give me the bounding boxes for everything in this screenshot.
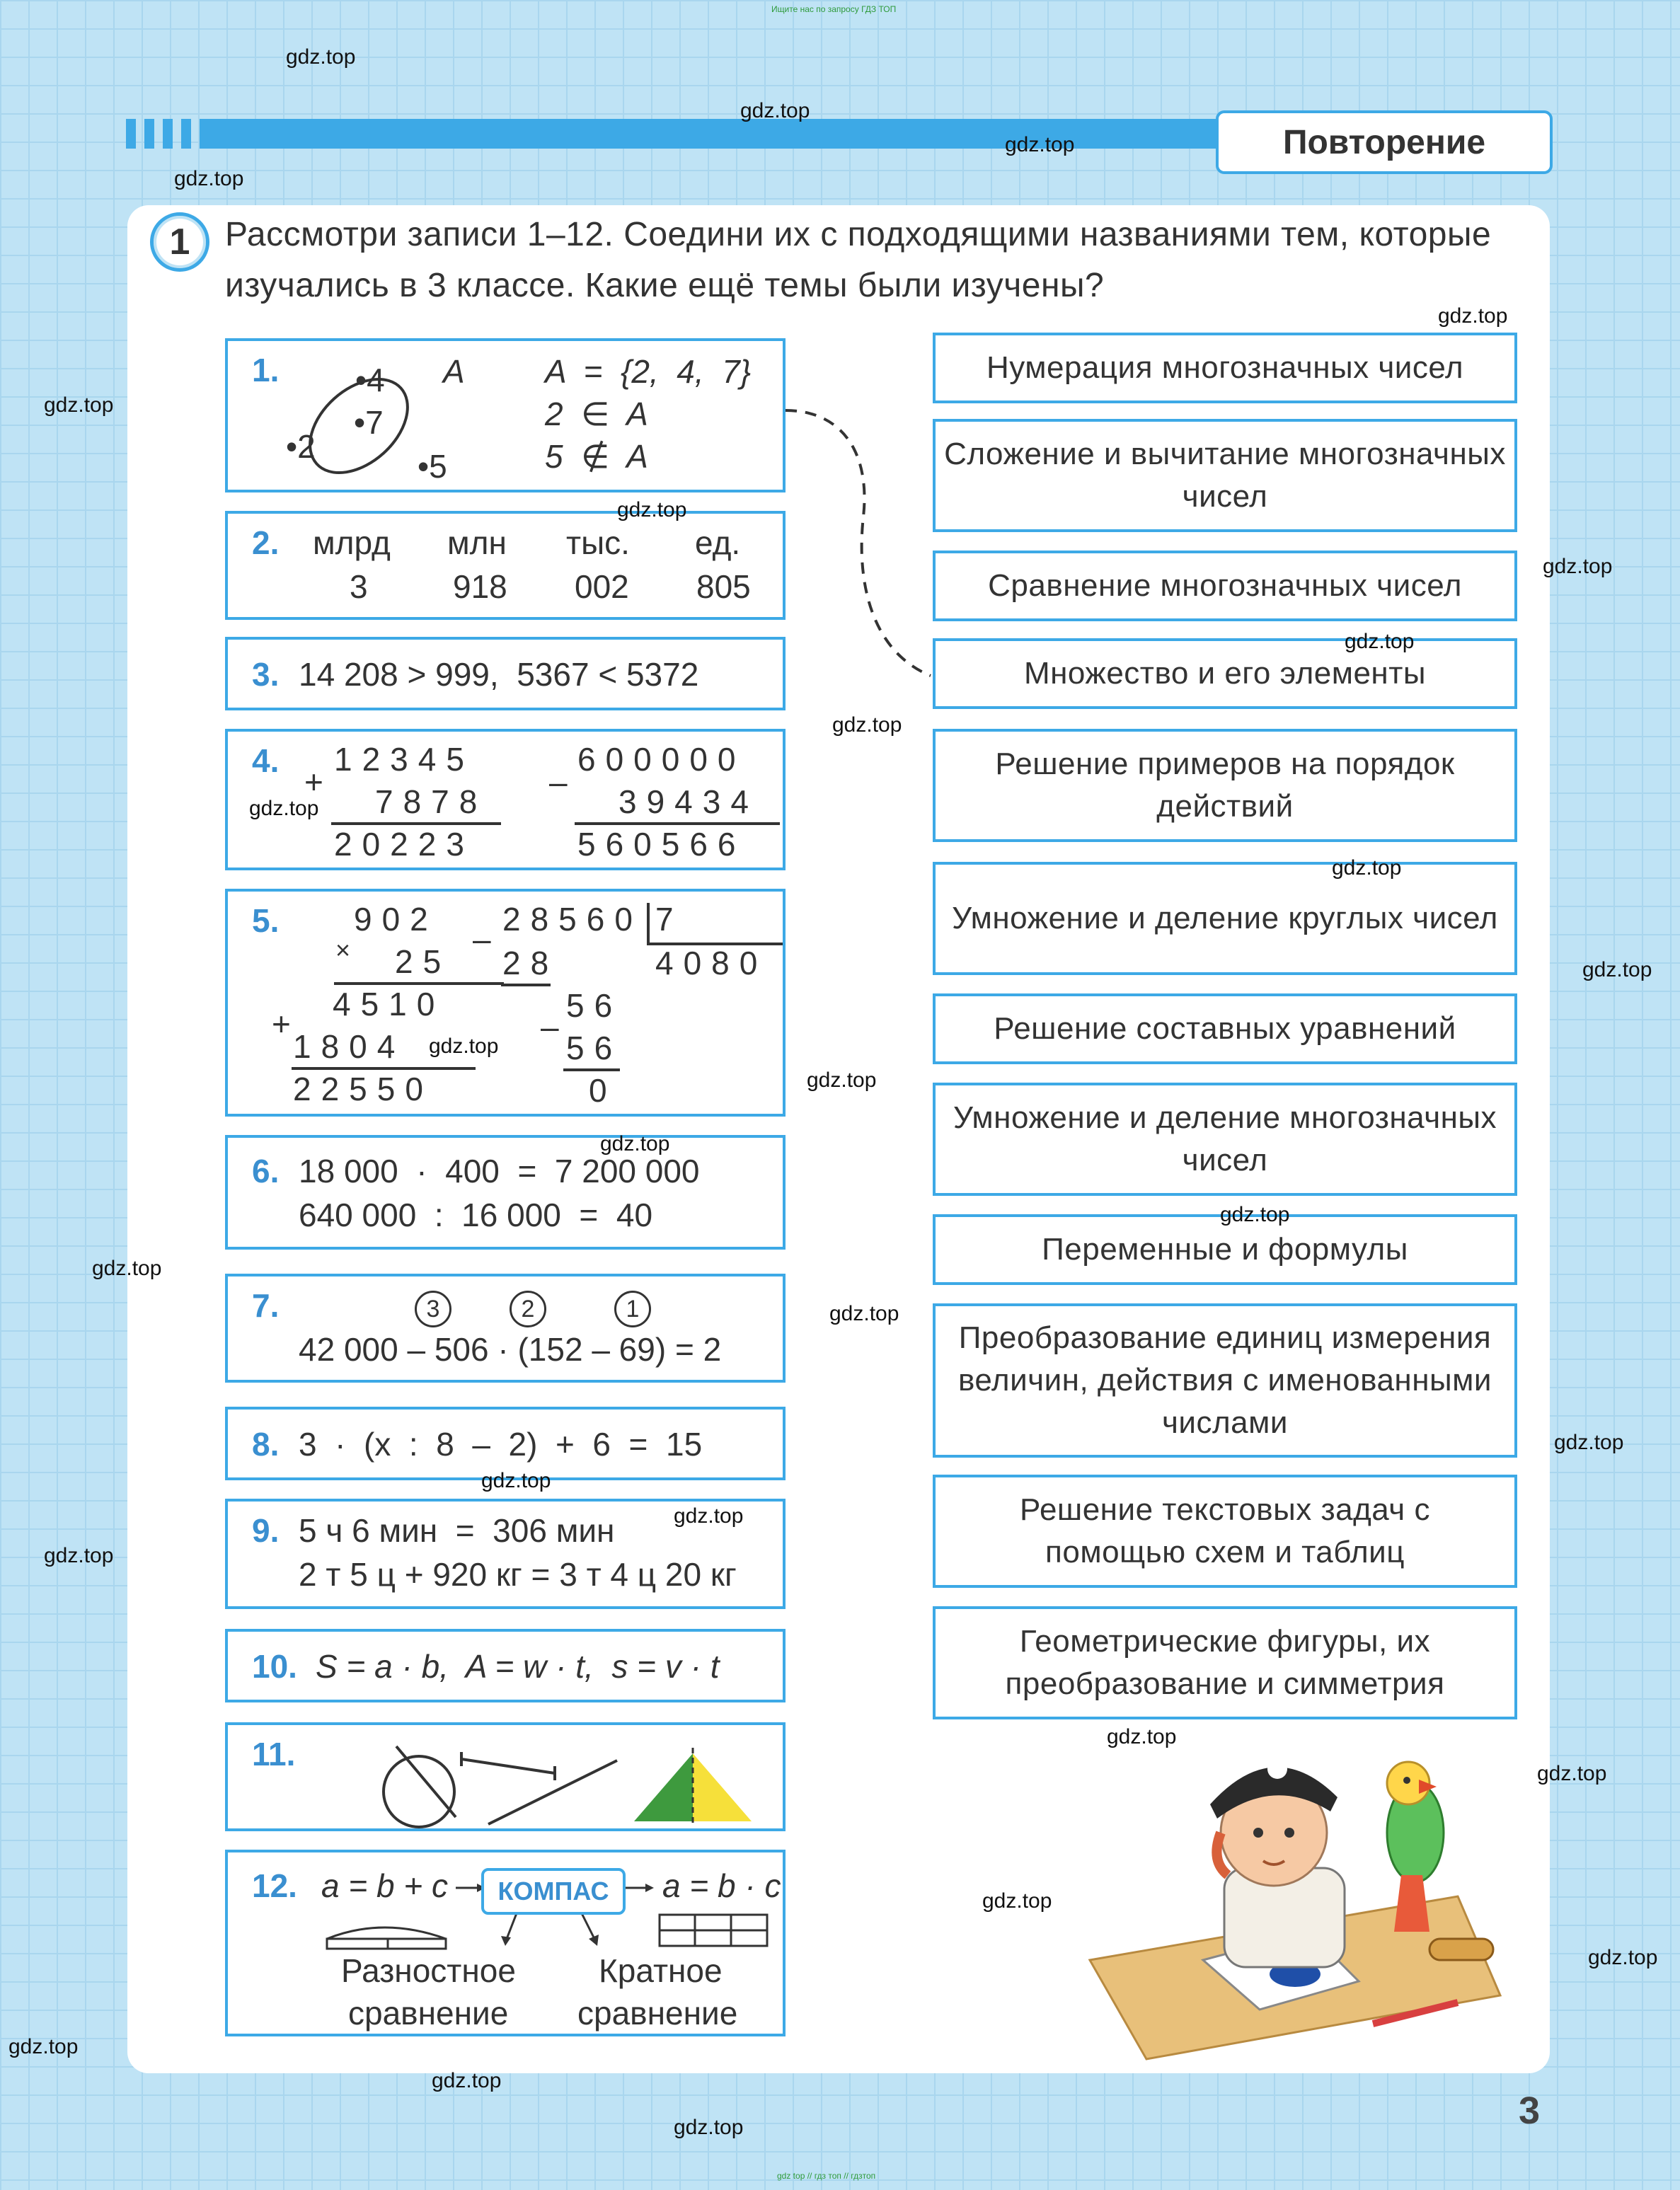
entry-number: 12.: [252, 1867, 297, 1904]
topic-box[interactable]: Нумерация многозначных чисел: [933, 333, 1517, 403]
difference: 560566: [577, 826, 746, 863]
mass-conversion: 2 т 5 ц + 920 кг = 3 т 4 ц 20 кг: [299, 1556, 737, 1593]
entry-box-1[interactable]: [225, 338, 786, 492]
watermark: gdz.top: [1537, 1762, 1607, 1785]
watermark: gdz.top: [432, 2069, 502, 2092]
task-instruction: Рассмотри записи 1–12. Соедини их с подходящими названиями тем, которые изучались в 3 классе. Какие ещё темы были изучены?: [225, 216, 1492, 304]
order-marker: 3: [415, 1291, 451, 1327]
watermark: gdz.top: [174, 167, 244, 190]
dividend: 28560: [502, 901, 643, 938]
watermark: gdz.top: [92, 1257, 162, 1280]
watermark: gdz.top: [44, 1544, 114, 1567]
entry-number: 9.: [252, 1512, 280, 1549]
sum: 20223: [334, 826, 474, 863]
multiplicand: 902: [354, 901, 438, 938]
topic-box[interactable]: Умножение и деление круглых чисел: [933, 862, 1517, 975]
addend: 12345: [334, 741, 474, 778]
watermark: gdz.top: [829, 1302, 899, 1325]
topic-box[interactable]: Множество и его элементы: [933, 638, 1517, 709]
class-value: 805: [696, 568, 751, 605]
remainder-step: 56: [566, 987, 623, 1024]
watermark: gdz.top: [44, 393, 114, 417]
watermark: gdz.top: [1438, 304, 1508, 328]
set-name: A: [443, 353, 465, 390]
formulas: S = a · b, A = w · t, s = v · t: [316, 1648, 720, 1685]
watermark: gdz.top: [481, 1469, 551, 1492]
set-element: •2: [286, 428, 316, 465]
entry-number: 2.: [252, 524, 280, 561]
quotient: 4080: [655, 945, 768, 981]
watermark: gdz.top: [674, 1504, 744, 1528]
order-marker: 2: [510, 1291, 546, 1327]
watermark: gdz.top: [429, 1035, 499, 1058]
connector-line: [778, 396, 941, 693]
minuend: 600000: [577, 741, 746, 778]
geometric-shapes: [355, 1732, 780, 1828]
watermark: gdz.top: [1220, 1203, 1290, 1226]
scheme-label: сравнение: [577, 1995, 738, 2031]
multiplier: 25: [395, 943, 451, 980]
watermark: gdz.top: [1543, 555, 1613, 578]
class-value: 918: [453, 568, 507, 605]
multiplication-equation: 18 000 · 400 = 7 200 000: [299, 1153, 700, 1189]
page-number: 3: [1519, 2090, 1541, 2132]
partial-product: 1804: [293, 1028, 405, 1065]
topic-box[interactable]: Переменные и формулы: [933, 1214, 1517, 1285]
time-conversion: 5 ч 6 мин = 306 мин: [299, 1512, 615, 1549]
watermark: gdz.top: [1582, 958, 1652, 981]
watermark: gdz.top: [600, 1132, 670, 1155]
entry-number: 1.: [252, 352, 280, 388]
times-sign: ×: [335, 935, 351, 964]
difference-formula: a = b + c: [321, 1867, 449, 1904]
scheme-label: Разностное: [341, 1952, 516, 1989]
entry-box-10[interactable]: [225, 1629, 786, 1702]
subtrahend: 39434: [619, 783, 759, 820]
equation: 3 · (x : 8 – 2) + 6 = 15: [299, 1426, 703, 1463]
watermark: gdz.top: [617, 498, 687, 521]
watermark: gdz.top: [1554, 1431, 1624, 1454]
division-equation: 640 000 : 16 000 = 40: [299, 1197, 653, 1233]
watermark: gdz.top: [1107, 1725, 1177, 1748]
class-value: 002: [575, 568, 629, 605]
entry-box-3[interactable]: [225, 637, 786, 710]
topic-box[interactable]: Сложение и вычитание многозначных чисел: [933, 419, 1517, 532]
set-element: •4: [355, 362, 385, 398]
watermark: gdz.top: [1345, 630, 1415, 653]
ratio-formula: a = b · c: [662, 1867, 781, 1904]
class-header: ед.: [695, 524, 741, 561]
entry-number: 11.: [252, 1736, 296, 1773]
comparison-expression: 14 208 > 999, 5367 < 5372: [299, 656, 699, 693]
partial-product: 4510: [333, 986, 445, 1022]
entry-number: 7.: [252, 1287, 280, 1324]
topic-box[interactable]: Умножение и деление многозначных чисел: [933, 1083, 1517, 1196]
class-header: млрд: [313, 524, 391, 561]
scheme-label: сравнение: [348, 1995, 509, 2031]
entry-number: 8.: [252, 1426, 280, 1463]
bottom-note: gdz top // гдз топ // гдзтоп: [777, 2171, 876, 2181]
kompas-badge: КОМПАС: [481, 1868, 626, 1915]
set-element: •7: [354, 404, 384, 441]
watermark: gdz.top: [249, 797, 319, 820]
set-element: •5: [418, 448, 447, 485]
entry-box-7[interactable]: [225, 1274, 786, 1383]
minus-sign: –: [473, 921, 491, 957]
watermark: gdz.top: [982, 1889, 1052, 1913]
topic-box[interactable]: Решение текстовых задач с помощью схем и таблиц: [933, 1475, 1517, 1588]
topic-box[interactable]: Решение составных уравнений: [933, 993, 1517, 1064]
entry-number: 5.: [252, 902, 280, 939]
class-header: млн: [447, 524, 507, 561]
topic-box[interactable]: Преобразование единиц измерения величин, действия с именованными числами: [933, 1303, 1517, 1458]
topic-box[interactable]: Сравнение многозначных чисел: [933, 551, 1517, 621]
watermark: gdz.top: [8, 2035, 79, 2058]
remainder: 0: [589, 1072, 607, 1109]
subtracted: 28: [502, 945, 559, 981]
set-definition: A = {2, 4, 7}: [545, 353, 752, 390]
topic-box[interactable]: Решение примеров на порядок действий: [933, 729, 1517, 842]
order-expression: 42 000 – 506 · (152 – 69) = 2: [299, 1331, 722, 1368]
pirate-illustration: [1061, 1727, 1521, 2080]
subtracted: 56: [566, 1030, 623, 1066]
watermark: gdz.top: [832, 713, 902, 737]
scheme-label: Кратное: [599, 1952, 723, 1989]
entry-number: 4.: [252, 742, 280, 779]
class-value: 3: [350, 568, 368, 605]
plus-sign: +: [272, 1005, 291, 1042]
watermark: gdz.top: [740, 99, 810, 122]
watermark: gdz.top: [1005, 133, 1075, 156]
order-marker: 1: [614, 1291, 651, 1327]
entry-number: 3.: [252, 656, 280, 693]
entry-box-11[interactable]: [225, 1722, 786, 1831]
minus-sign: –: [541, 1008, 559, 1045]
watermark: gdz.top: [1332, 856, 1402, 880]
watermark: gdz.top: [807, 1068, 877, 1092]
addend: 7878: [375, 783, 488, 820]
top-note: Ищите нас по запросу ГДЗ ТОП: [771, 4, 897, 14]
entry-number: 10.: [252, 1648, 297, 1685]
class-header: тыс.: [566, 524, 630, 561]
entry-number: 6.: [252, 1153, 280, 1189]
minus-sign: –: [549, 763, 568, 800]
watermark: gdz.top: [286, 45, 356, 69]
set-membership: 2 ∈ A: [545, 396, 648, 432]
entry-box-6[interactable]: [225, 1135, 786, 1250]
task-number-badge: 1: [150, 212, 209, 272]
topic-box[interactable]: Геометрические фигуры, их преобразование и симметрия: [933, 1606, 1517, 1719]
entry-box-2[interactable]: [225, 511, 786, 620]
entry-box-5[interactable]: [225, 889, 786, 1117]
watermark: gdz.top: [1588, 1946, 1658, 1969]
divisor: 7: [655, 901, 674, 938]
product: 22550: [293, 1071, 433, 1107]
plus-sign: +: [304, 763, 323, 800]
section-title: Повторение: [1216, 110, 1553, 174]
set-non-membership: 5 ∉ A: [545, 438, 648, 475]
watermark: gdz.top: [674, 2116, 744, 2139]
